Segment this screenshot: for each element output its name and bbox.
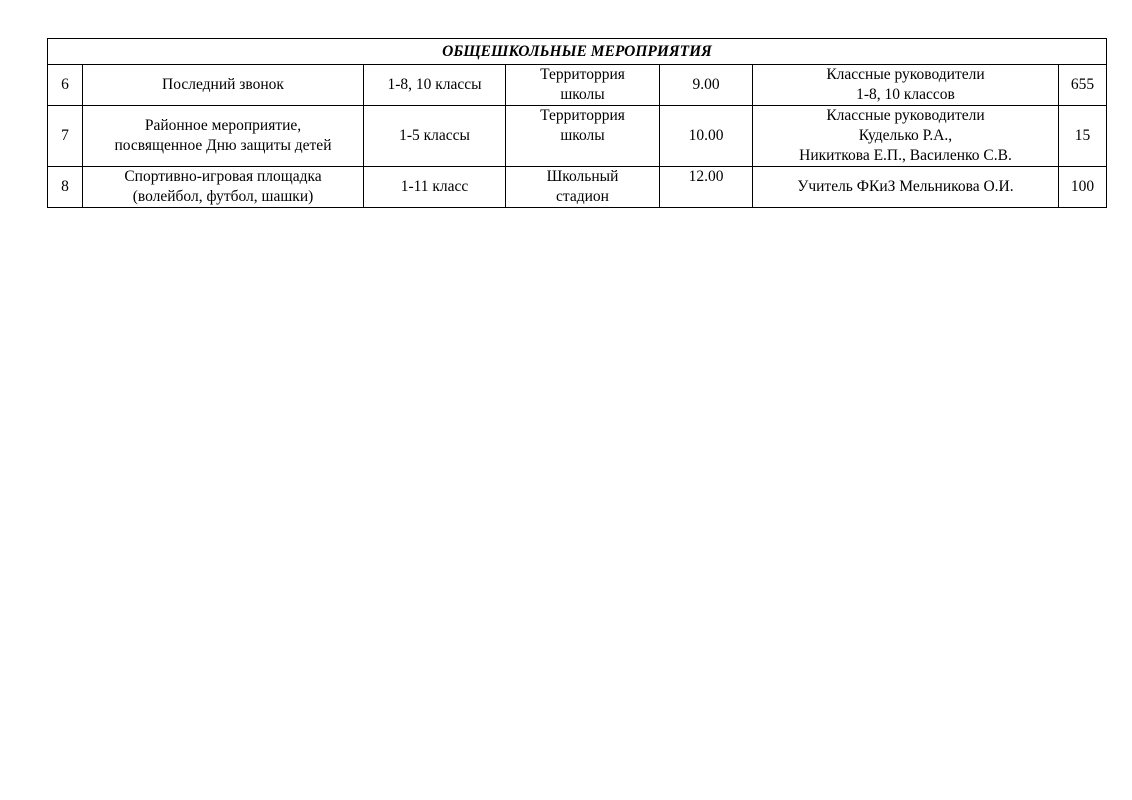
event-name: Районное мероприятие, посвященное Дню защиты детей: [83, 106, 364, 167]
participant-count: 655: [1059, 65, 1107, 106]
row-number: 7: [48, 106, 83, 167]
row-number: 6: [48, 65, 83, 106]
time: 10.00: [660, 106, 753, 167]
participants: 1-8, 10 классы: [364, 65, 506, 106]
responsible: Классные руководители Куделько Р.А., Никиткова Е.П., Василенко С.В.: [753, 106, 1059, 167]
table-row: [48, 106, 1107, 167]
section-heading-row: [48, 39, 1107, 65]
events-table: [47, 38, 1107, 208]
participant-count: 100: [1059, 167, 1107, 208]
responsible: Классные руководители 1-8, 10 классов: [753, 65, 1059, 106]
location: Территоррия школы: [506, 106, 660, 167]
participants: 1-11 класс: [364, 167, 506, 208]
time: 9.00: [660, 65, 753, 106]
location: Школьный стадион: [506, 167, 660, 208]
responsible: Учитель ФКиЗ Мельникова О.И.: [753, 167, 1059, 208]
participant-count: 15: [1059, 106, 1107, 167]
participants: 1-5 классы: [364, 106, 506, 167]
time: 12.00: [660, 167, 753, 208]
event-name: Спортивно-игровая площадка (волейбол, футбол, шашки): [83, 167, 364, 208]
table-row: [48, 65, 1107, 106]
location: Территоррия школы: [506, 65, 660, 106]
row-number: 8: [48, 167, 83, 208]
section-title: ОБЩЕШКОЛЬНЫЕ МЕРОПРИЯТИЯ: [48, 39, 1107, 65]
table-row: [48, 167, 1107, 208]
event-name: Последний звонок: [83, 65, 364, 106]
